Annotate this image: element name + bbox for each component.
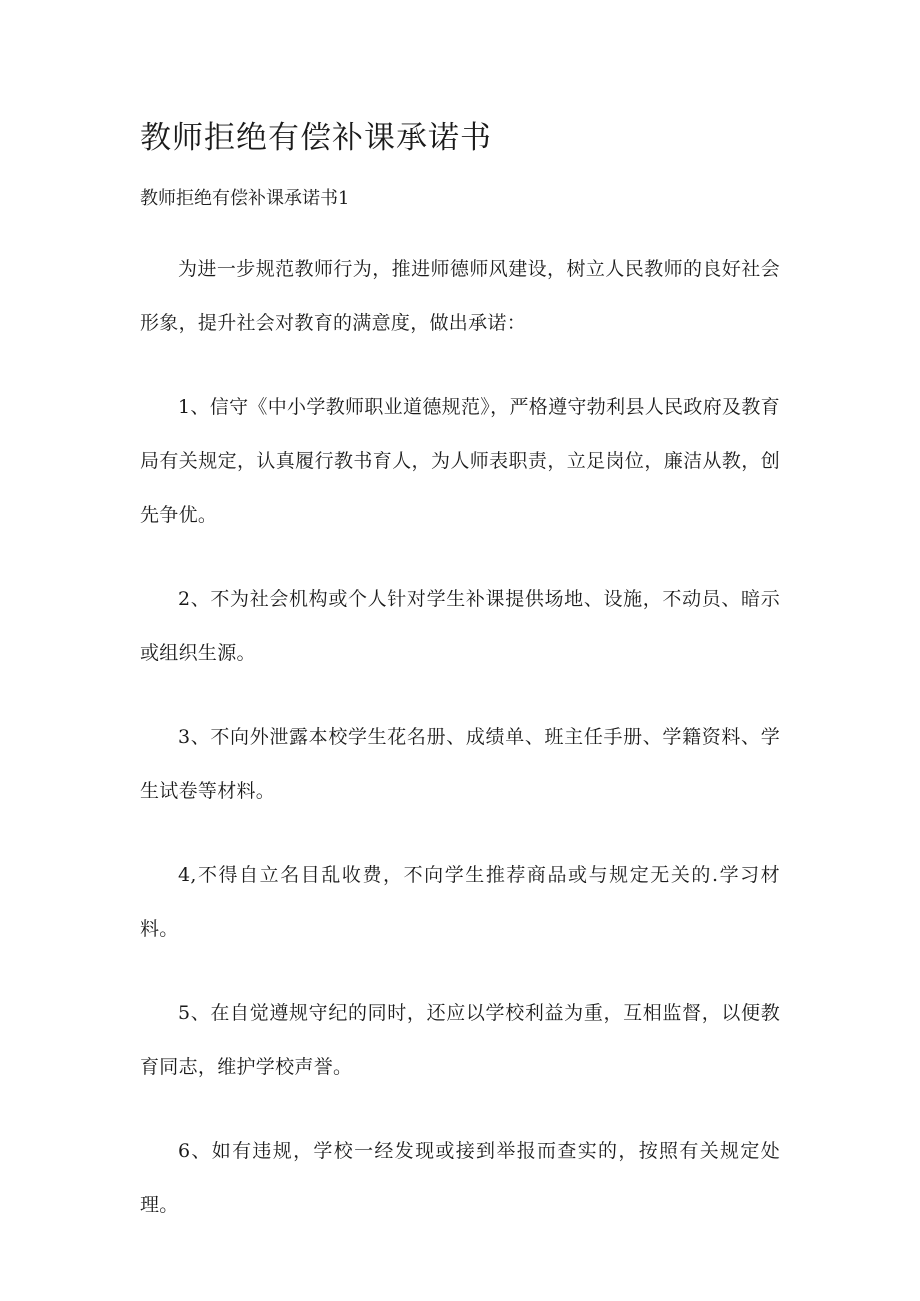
pledge-item-3: 3、不向外泄露本校学生花名册、成绩单、班主任手册、学籍资料、学生试卷等材料。 (140, 726, 780, 802)
pledge-item-2: 2、不为社会机构或个人针对学生补课提供场地、设施，不动员、暗示或组织生源。 (140, 588, 780, 664)
document-title: 教师拒绝有偿补课承诺书 (140, 120, 492, 156)
pledge-item-1: 1、信守《中小学教师职业道德规范》，严格遵守勃利县人民政府及教育局有关规定，认真履行教书育人，为人师表职责，立足岗位，廉洁从教，创先争优。 (140, 396, 780, 526)
intro-paragraph: 为进一步规范教师行为，推进师德师风建设，树立人民教师的良好社会形象，提升社会对教育的满意度，做出承诺： (140, 258, 780, 334)
pledge-item-6: 6、如有违规，学校一经发现或接到举报而查实的，按照有关规定处理。 (140, 1140, 780, 1216)
document-subtitle: 教师拒绝有偿补课承诺书1 (140, 188, 350, 209)
pledge-item-5: 5、在自觉遵规守纪的同时，还应以学校利益为重，互相监督，以便教育同志，维护学校声誉。 (140, 1002, 780, 1078)
pledge-item-4: 4,不得自立名目乱收费，不向学生推荐商品或与规定无关的.学习材料。 (140, 864, 780, 940)
document-body (140, 242, 780, 1262)
